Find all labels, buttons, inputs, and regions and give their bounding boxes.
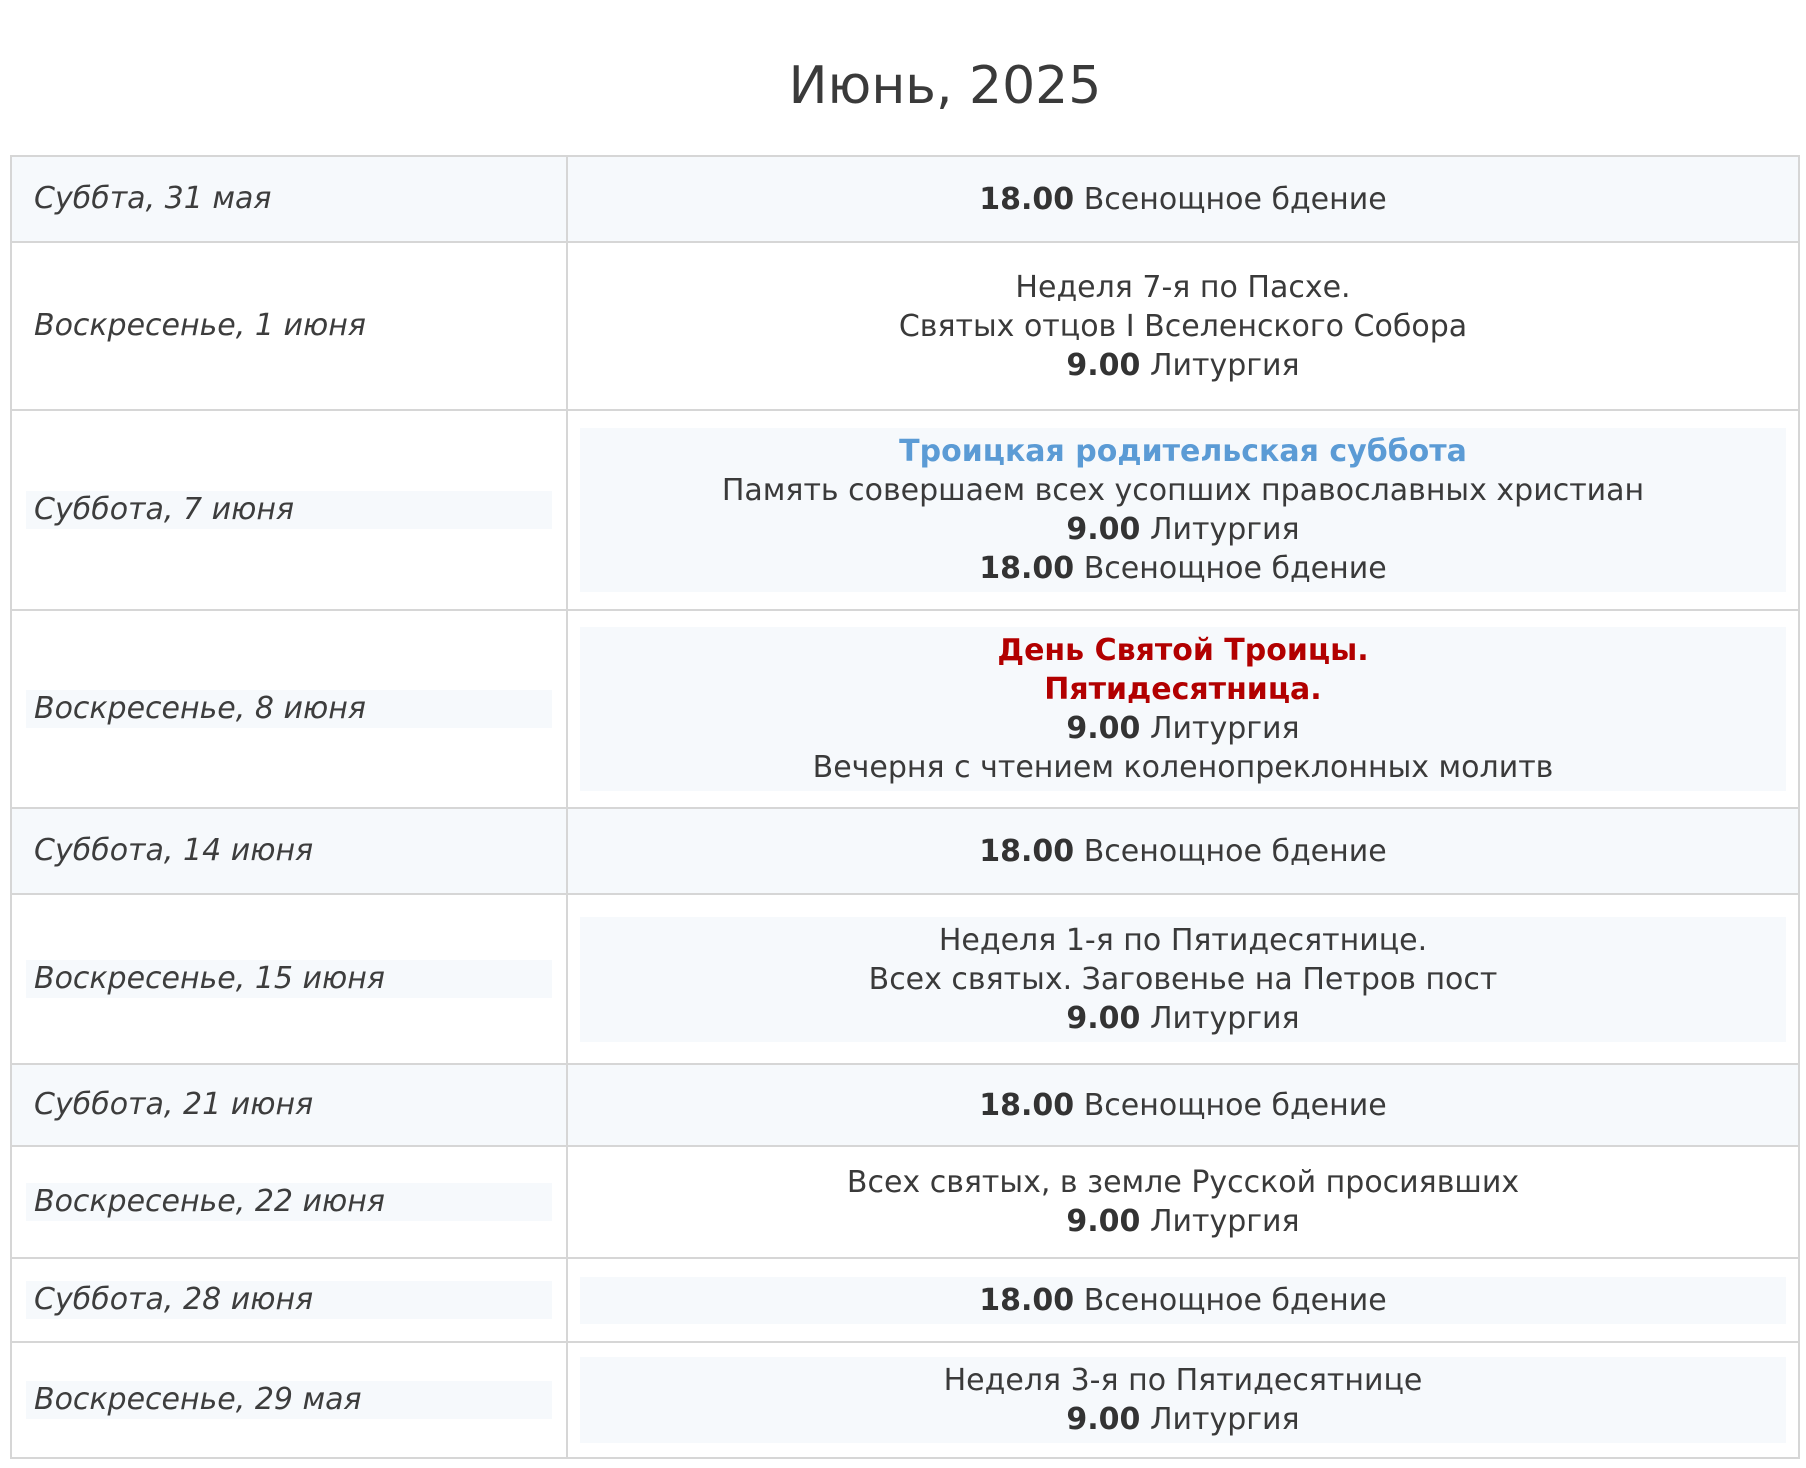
service-name: Всенощное бдение — [1083, 1282, 1387, 1318]
date-label: Воскресенье, 29 мая — [26, 1381, 552, 1419]
service-time: 9.00 — [1066, 512, 1141, 547]
service-line: Неделя 3-я по Пятидесятнице — [943, 1363, 1423, 1398]
feast-title: День Святой Троицы. — [997, 633, 1369, 668]
service-cell — [567, 894, 1799, 1064]
date-label: Суббота, 21 июня — [34, 1087, 314, 1122]
service-line — [580, 510, 1786, 549]
date-cell — [11, 1064, 567, 1146]
schedule-row — [11, 894, 1799, 1064]
date-label: Воскресенье, 15 июня — [26, 960, 552, 998]
date-cell — [11, 1342, 567, 1458]
date-cell — [11, 894, 567, 1064]
service-line — [580, 180, 1786, 219]
service-cell — [567, 1064, 1799, 1146]
service-name: Литургия — [1149, 512, 1300, 547]
service-name: Литургия — [1149, 1204, 1300, 1239]
service-line — [580, 1086, 1786, 1125]
service-cell — [567, 1146, 1799, 1258]
service-name: Всенощное бдение — [1083, 551, 1387, 586]
schedule-row — [11, 808, 1799, 894]
schedule-row — [11, 242, 1799, 410]
service-name: Всенощное бдение — [1083, 1087, 1387, 1123]
service-line: Память совершаем всех усопших православных христиан — [721, 473, 1645, 508]
service-line: Вечерня с чтением коленопреклонных молитв — [812, 750, 1554, 785]
schedule-row — [11, 410, 1799, 610]
service-line — [580, 999, 1786, 1038]
schedule-row — [11, 156, 1799, 242]
service-cell — [567, 156, 1799, 242]
service-cell — [567, 410, 1799, 610]
service-name: Литургия — [1149, 1000, 1300, 1036]
service-cell — [567, 610, 1799, 808]
service-line: Всех святых. Заговенье на Петров пост — [868, 961, 1498, 997]
schedule-table — [10, 155, 1800, 1459]
service-name: Литургия — [1149, 1402, 1300, 1437]
date-cell — [11, 1258, 567, 1342]
service-time: 9.00 — [1066, 1402, 1141, 1437]
schedule-row — [11, 1064, 1799, 1146]
service-time: 18.00 — [979, 551, 1075, 586]
service-line — [580, 549, 1786, 588]
service-name: Всенощное бдение — [1083, 181, 1387, 217]
date-label: Суббота, 14 июня — [34, 833, 314, 868]
service-name: Литургия — [1149, 711, 1300, 746]
service-cell — [567, 1342, 1799, 1458]
date-cell — [11, 808, 567, 894]
service-time: 18.00 — [979, 181, 1075, 217]
service-time: 18.00 — [979, 1282, 1075, 1318]
date-label: Воскресенье, 22 июня — [26, 1183, 552, 1221]
service-cell — [567, 1258, 1799, 1342]
service-line — [580, 709, 1786, 748]
date-label: Суббта, 31 мая — [34, 181, 272, 216]
service-time: 18.00 — [979, 833, 1075, 869]
date-label: Суббота, 28 июня — [26, 1281, 552, 1319]
page-title: Июнь, 2025 — [788, 56, 1102, 116]
service-line: Неделя 1-я по Пятидесятнице. — [938, 922, 1428, 958]
service-line — [580, 832, 1786, 871]
service-time: 9.00 — [1066, 347, 1141, 383]
service-line: Неделя 7-я по Пасхе. — [1015, 269, 1351, 305]
service-line: Святых отцов I Вселенского Собора — [898, 308, 1468, 344]
date-cell — [11, 410, 567, 610]
date-label: Суббота, 7 июня — [26, 491, 552, 529]
service-time: 9.00 — [1066, 711, 1141, 746]
schedule-row — [11, 1342, 1799, 1458]
service-time: 9.00 — [1066, 1204, 1141, 1239]
service-name: Литургия — [1149, 347, 1300, 383]
service-line — [580, 1202, 1786, 1241]
service-cell — [567, 242, 1799, 410]
service-time: 18.00 — [979, 1087, 1075, 1123]
service-name: Всенощное бдение — [1083, 833, 1387, 869]
schedule-row — [11, 1258, 1799, 1342]
service-line: Всех святых, в земле Русской просиявших — [846, 1165, 1520, 1200]
service-cell — [567, 808, 1799, 894]
feast-title: Троицкая родительская суббота — [899, 434, 1467, 469]
date-label: Воскресенье, 8 июня — [26, 690, 552, 728]
feast-title: Пятидесятница. — [1044, 672, 1322, 707]
date-label: Воскресенье, 1 июня — [34, 308, 366, 343]
date-cell — [11, 1146, 567, 1258]
service-line — [580, 346, 1786, 385]
service-line — [580, 1400, 1786, 1439]
date-cell — [11, 610, 567, 808]
date-cell — [11, 242, 567, 410]
service-time: 9.00 — [1066, 1000, 1141, 1036]
schedule-row — [11, 1146, 1799, 1258]
schedule-row — [11, 610, 1799, 808]
service-line — [580, 1281, 1786, 1320]
date-cell — [11, 156, 567, 242]
